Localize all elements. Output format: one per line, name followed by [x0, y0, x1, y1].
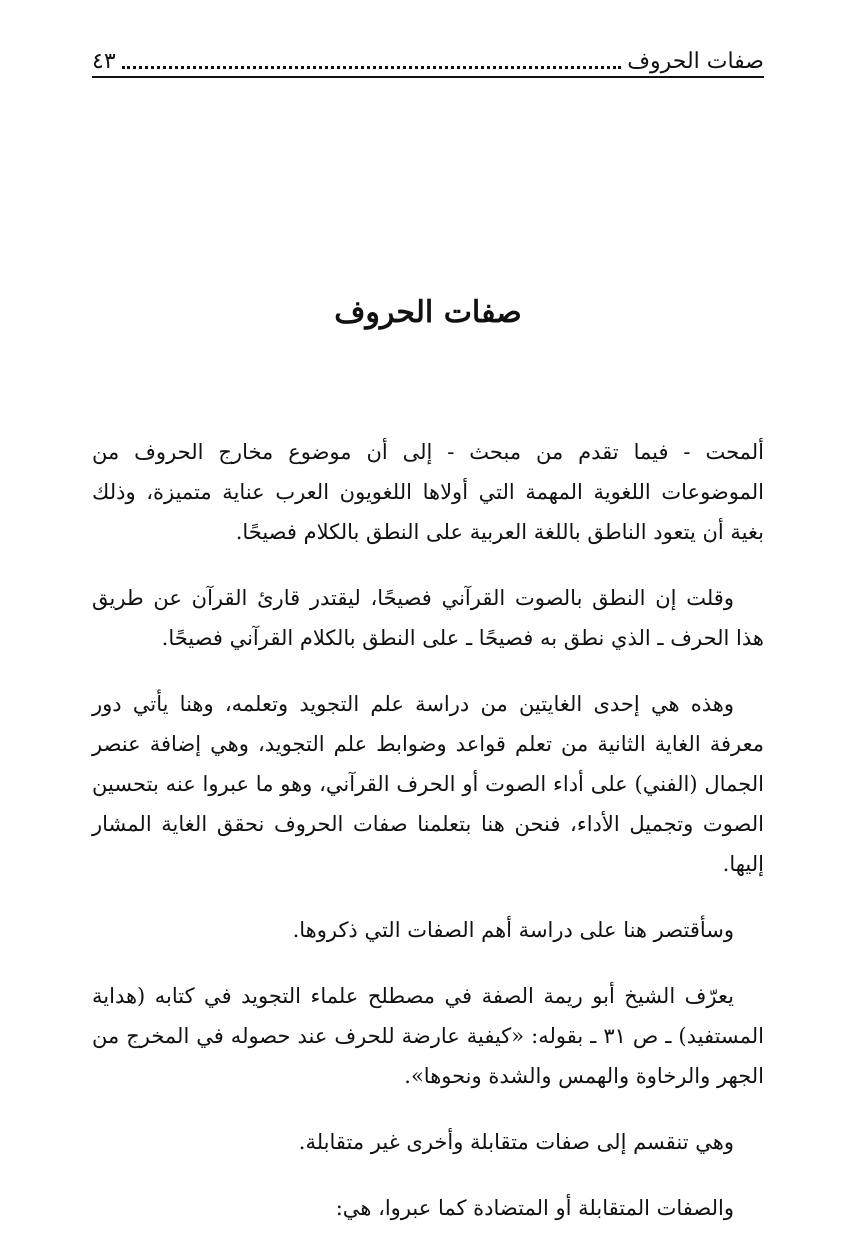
- paragraph: والصفات المتقابلة أو المتضادة كما عبروا، هي:: [335, 1196, 734, 1220]
- paragraph: وهي تنقسم إلى صفات متقابلة وأخرى غير متقابلة.: [298, 1130, 734, 1154]
- chapter-title: صفات الحروف: [334, 295, 522, 330]
- header-divider: [92, 76, 764, 78]
- paragraph: ألمحت - فيما تقدم من مبحث - إلى أن موضوع مخارج الحروف من الموضوعات اللغوية المهمة التي أولاها اللغويون العرب عناية متميزة، وذلك بغية أن يتعود الناطق باللغة العربية على النطق بالكلام فصيحًا.: [92, 440, 764, 544]
- body-text: [92, 432, 764, 1254]
- paragraph: وقلت إن النطق بالصوت القرآني فصيحًا، ليقتدر قارئ القرآن عن طريق هذا الحرف ـ الذي نطق به فصيحًا ـ على النطق بالكلام القرآني فصيحًا.: [92, 586, 764, 650]
- paragraph: وسأقتصر هنا على دراسة أهم الصفات التي ذكروها.: [292, 918, 734, 942]
- page-number: ٤٣: [92, 49, 116, 74]
- running-header-title: صفات الحروف: [627, 49, 764, 74]
- running-header: [92, 40, 764, 76]
- paragraph: وهذه هي إحدى الغايتين من دراسة علم التجويد وتعلمه، وهنا يأتي دور معرفة الغاية الثانية من تعلم قواعد وضوابط علم التجويد، وهي إضافة عنصر الجمال (الفني) على أداء الصوت أو الحرف القرآني، وهو ما عبروا عنه بتحسين الصوت وتجميل الأداء، فنحن هنا بتعلمنا صفات الحروف نحقق الغاية المشار إليها.: [92, 692, 764, 876]
- paragraph: يعرّف الشيخ أبو ريمة الصفة في مصطلح علماء التجويد في كتابه (هداية المستفيد) ـ ص ٣١ ـ بقوله: «كيفية عارضة للحرف عند حصوله في المخرج من الجهر والرخاوة والهمس والشدة ونحوها».: [92, 984, 765, 1088]
- leader-dots: [122, 66, 622, 69]
